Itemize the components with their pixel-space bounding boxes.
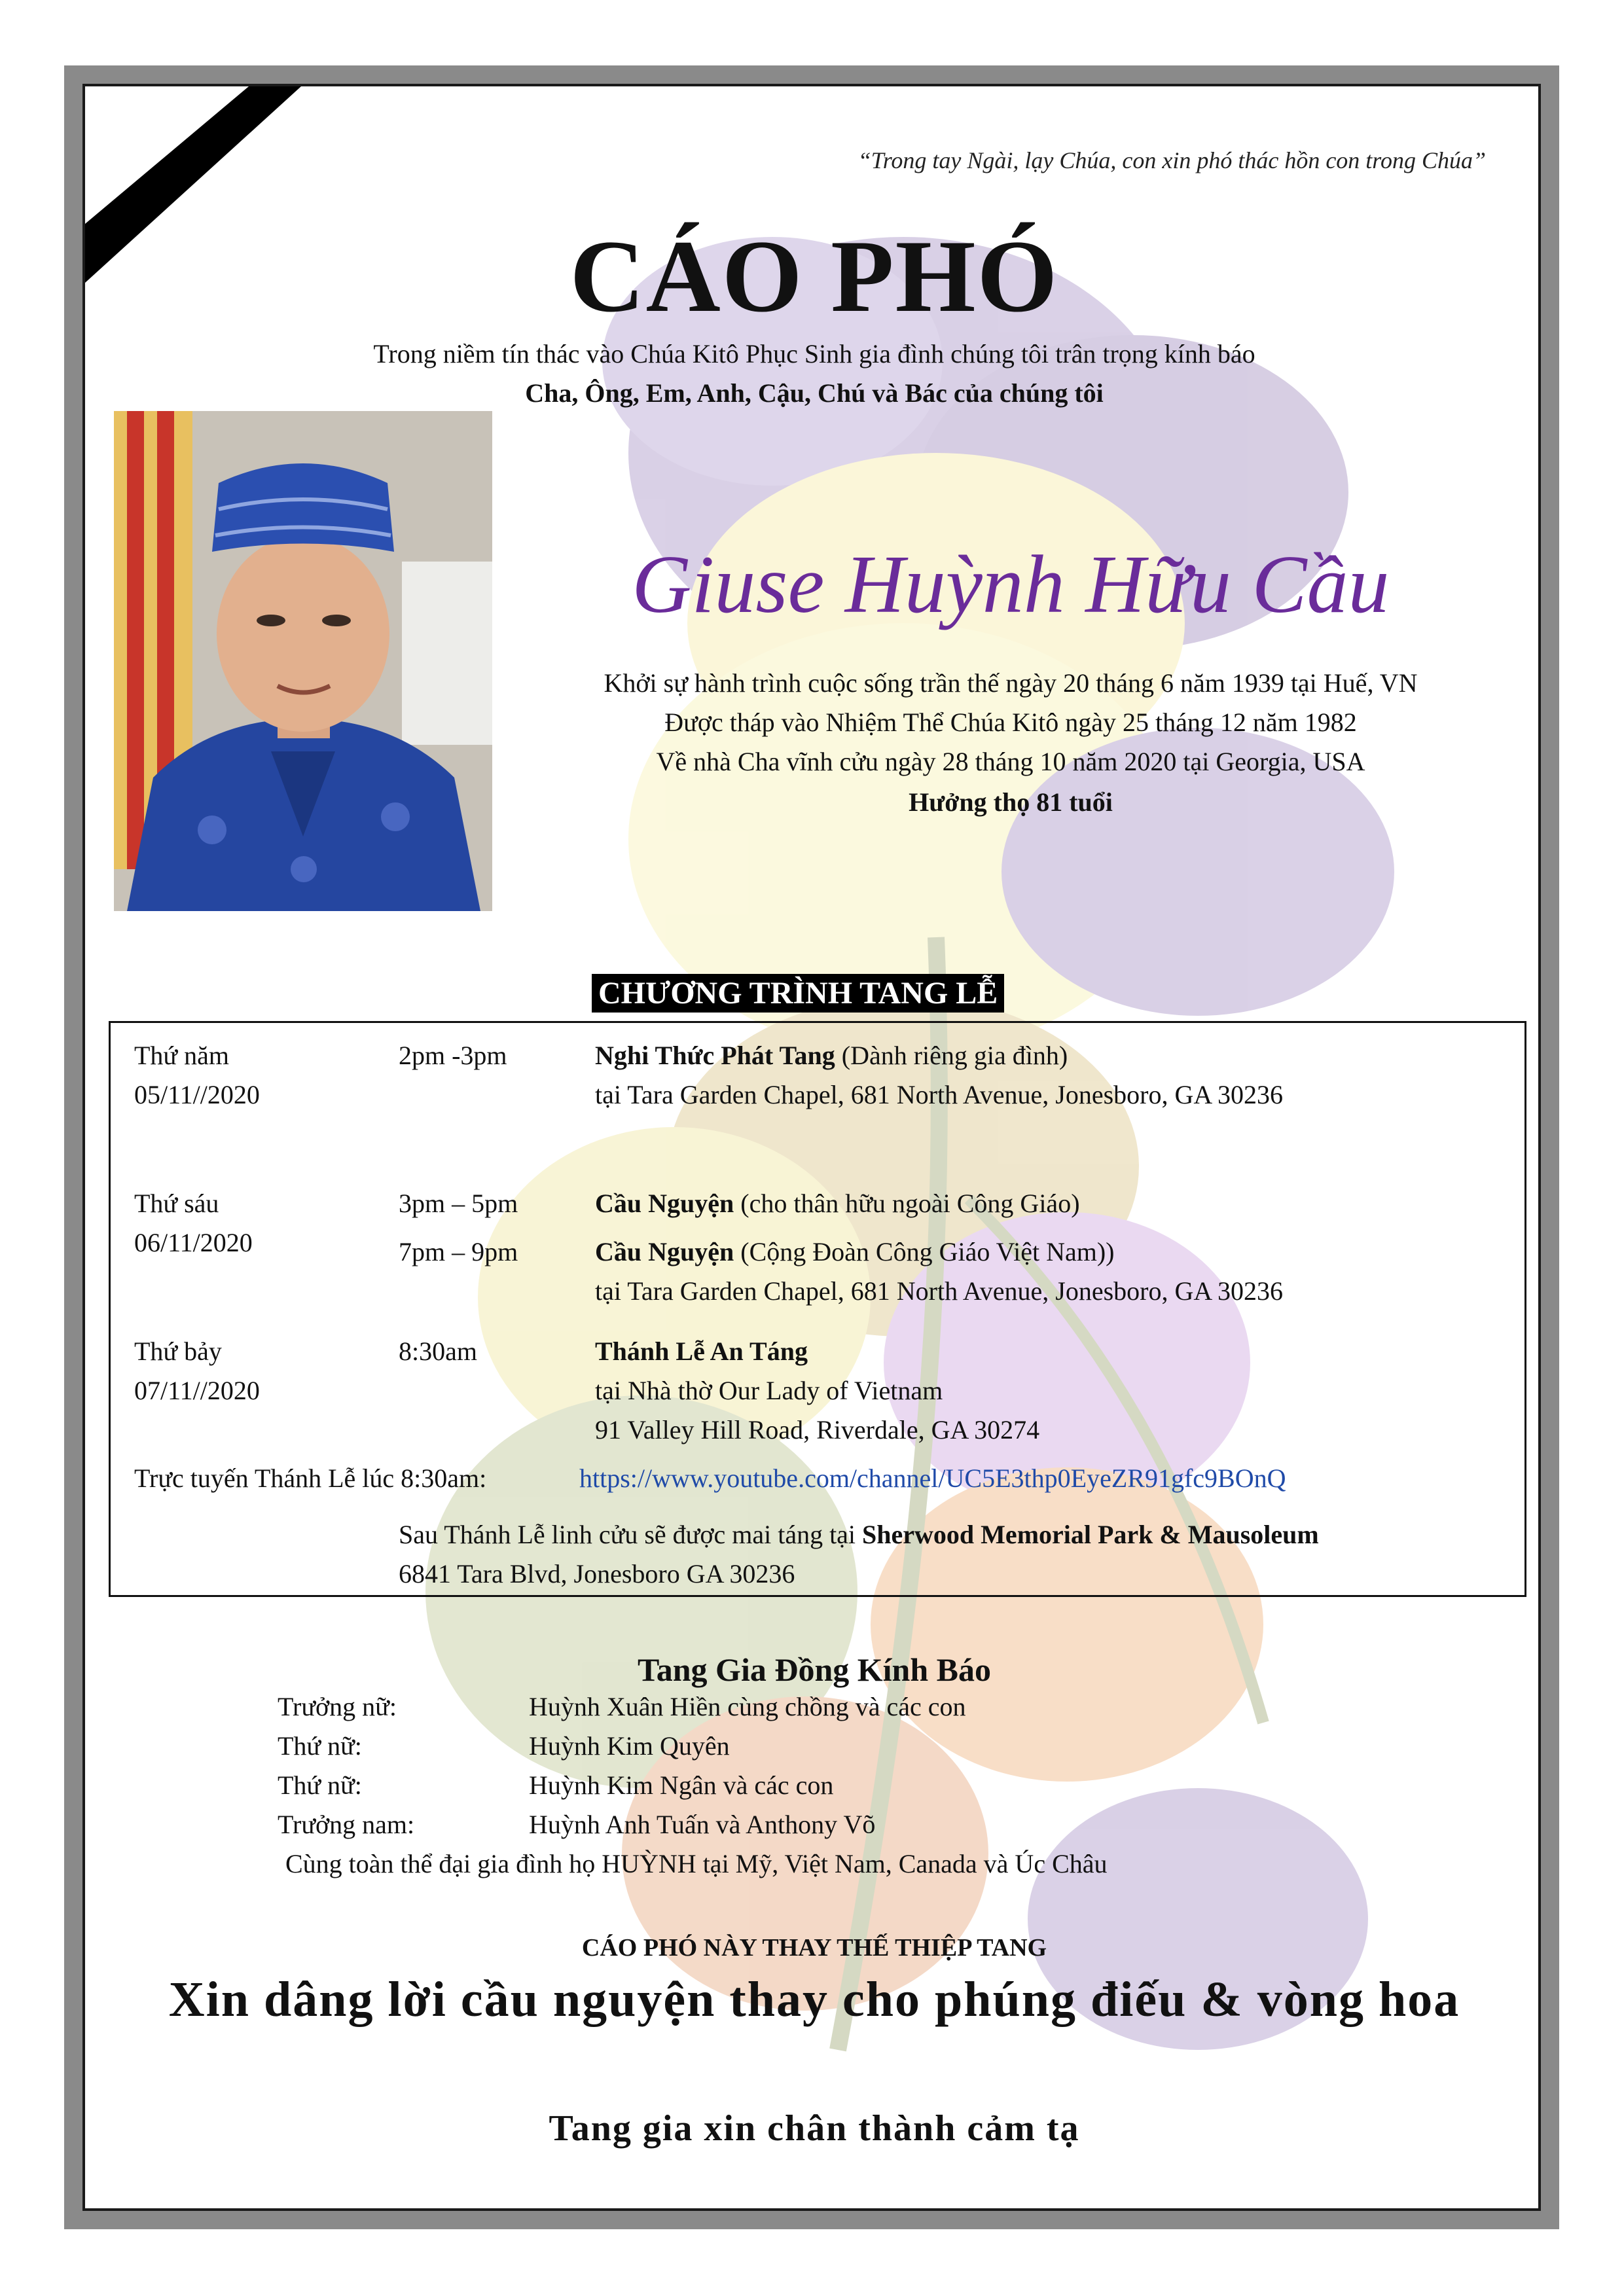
day3-place1: tại Nhà thờ Our Lady of Vietnam bbox=[595, 1376, 943, 1405]
family-role: Thứ nữ: bbox=[278, 1731, 362, 1761]
day2-note1: (cho thân hữu ngoài Công Giáo) bbox=[734, 1189, 1080, 1218]
replace-notice: CÁO PHÓ NÀY THAY THẾ THIỆP TANG bbox=[581, 1934, 1047, 1962]
livestream-label: Trực tuyến Thánh Lễ lúc 8:30am: bbox=[134, 1463, 487, 1493]
birth-line: Khởi sự hành trình cuộc sống trần thế ngày 20 tháng 6 năm 1939 tại Huế, VN bbox=[604, 668, 1418, 698]
extended-family-line: Cùng toàn thể đại gia đình họ HUỲNH tại Mỹ, Việt Nam, Canada và Úc Châu bbox=[285, 1849, 1108, 1878]
thanks-line: Tang gia xin chân thành cảm tạ bbox=[549, 2108, 1080, 2149]
family-member-name: Huỳnh Anh Tuấn và Anthony Võ bbox=[529, 1810, 876, 1839]
scripture-quote: “Trong tay Ngài, lạy Chúa, con xin phó thác hồn con trong Chúa” bbox=[857, 147, 1486, 173]
day2-weekday: Thứ sáu bbox=[134, 1189, 219, 1218]
family-member-name: Huỳnh Xuân Hiền cùng chồng và các con bbox=[529, 1692, 966, 1721]
burial-address: 6841 Tara Blvd, Jonesboro GA 30236 bbox=[399, 1559, 795, 1588]
page-title: CÁO PHÓ bbox=[569, 219, 1059, 334]
day3-place2: 91 Valley Hill Road, Riverdale, GA 30274 bbox=[595, 1415, 1040, 1444]
intro-line-2: Cha, Ông, Em, Anh, Cậu, Chú và Bác của chúng tôi bbox=[525, 378, 1104, 408]
day1-date: 05/11//2020 bbox=[134, 1080, 260, 1109]
day2-place: tại Tara Garden Chapel, 681 North Avenue, Jonesboro, GA 30236 bbox=[595, 1276, 1284, 1306]
day2-note2: (Cộng Đoàn Công Giáo Việt Nam)) bbox=[734, 1237, 1115, 1266]
livestream-link[interactable]: https://www.youtube.com/channel/UC5E3thp0EyeZR91gfc9BOnQ bbox=[579, 1463, 1286, 1493]
family-heading: Tang Gia Đồng Kính Báo bbox=[637, 1651, 991, 1688]
deceased-name: Giuse Huỳnh Hữu Cầu bbox=[632, 539, 1390, 630]
day1-place: tại Tara Garden Chapel, 681 North Avenue, Jonesboro, GA 30236 bbox=[595, 1080, 1284, 1109]
family-role: Trưởng nam: bbox=[278, 1810, 415, 1839]
day1-weekday: Thứ năm bbox=[134, 1041, 229, 1070]
day1-time: 2pm -3pm bbox=[399, 1041, 507, 1070]
day1-event-line bbox=[595, 1040, 1068, 1071]
day2-event2: Cầu Nguyện bbox=[595, 1237, 734, 1266]
obituary-card bbox=[82, 84, 1541, 2211]
age-line: Hưởng thọ 81 tuổi bbox=[909, 787, 1113, 817]
burial-line bbox=[399, 1519, 1319, 1550]
day1-note: (Dành riêng gia đình) bbox=[835, 1041, 1068, 1070]
intro-line-1: Trong niềm tín thác vào Chúa Kitô Phục Sinh gia đình chúng tôi trân trọng kính báo bbox=[373, 339, 1255, 368]
day3-event: Thánh Lễ An Táng bbox=[595, 1336, 808, 1366]
family-role: Trưởng nữ: bbox=[278, 1692, 397, 1721]
burial-place: Sherwood Memorial Park & Mausoleum bbox=[862, 1520, 1319, 1549]
day2-event1-line bbox=[595, 1188, 1080, 1219]
day2-time2: 7pm – 9pm bbox=[399, 1237, 518, 1266]
family-role: Thứ nữ: bbox=[278, 1770, 362, 1800]
day3-date: 07/11//2020 bbox=[134, 1376, 260, 1405]
baptism-line: Được tháp vào Nhiệm Thể Chúa Kitô ngày 25 tháng 12 năm 1982 bbox=[664, 708, 1357, 737]
day3-time: 8:30am bbox=[399, 1336, 477, 1366]
funeral-program-box bbox=[109, 1021, 1526, 1597]
day1-event: Nghi Thức Phát Tang bbox=[595, 1041, 835, 1070]
day2-time1: 3pm – 5pm bbox=[399, 1189, 518, 1218]
day3-weekday: Thứ bảy bbox=[134, 1336, 222, 1366]
death-line: Về nhà Cha vĩnh cửu ngày 28 tháng 10 năm 2020 tại Georgia, USA bbox=[656, 747, 1365, 776]
day2-event1: Cầu Nguyện bbox=[595, 1189, 734, 1218]
program-heading: CHƯƠNG TRÌNH TANG LỄ bbox=[592, 974, 1004, 1013]
day2-date: 06/11/2020 bbox=[134, 1228, 253, 1257]
deceased-portrait-photo bbox=[114, 411, 492, 911]
prayer-request: Xin dâng lời cầu nguyện thay cho phúng điếu & vòng hoa bbox=[168, 1972, 1460, 2027]
burial-prefix: Sau Thánh Lễ linh cửu sẽ được mai táng tại bbox=[399, 1520, 863, 1549]
day2-event2-line bbox=[595, 1236, 1114, 1267]
family-member-name: Huỳnh Kim Quyên bbox=[529, 1731, 730, 1761]
family-member-name: Huỳnh Kim Ngân và các con bbox=[529, 1770, 834, 1800]
